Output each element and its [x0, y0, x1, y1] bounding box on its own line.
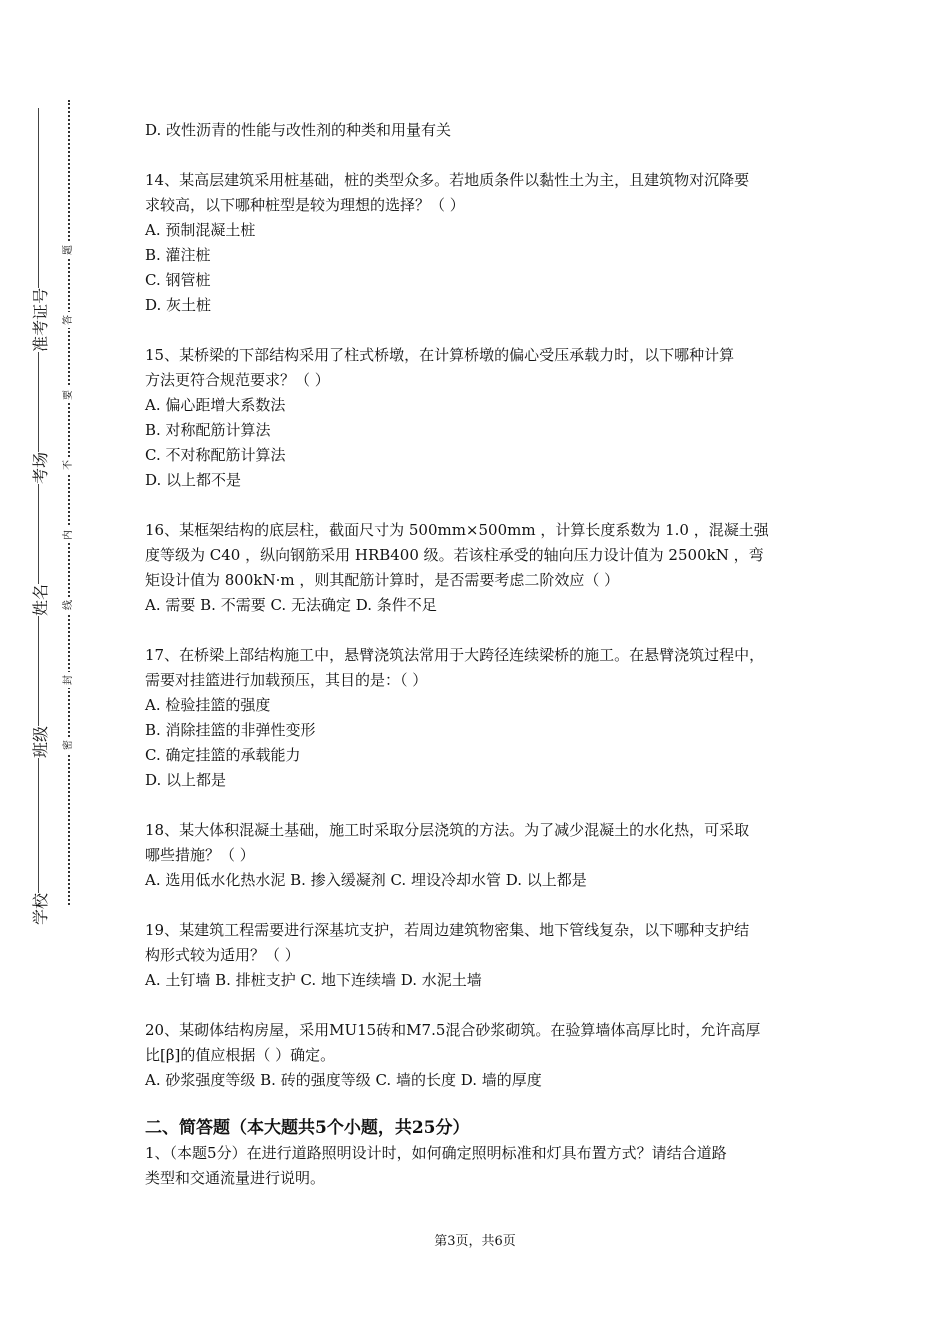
option-line: A. 偏心距增大系数法 — [145, 396, 286, 414]
question-14 — [145, 168, 825, 318]
option-line: A. 预制混凝土桩 — [145, 221, 256, 239]
question-text: 需要对挂篮进行加载预压，其目的是：（ ） — [145, 671, 428, 689]
question-19 — [145, 918, 825, 993]
question-15 — [145, 343, 825, 493]
field-class-label: 班级 — [30, 725, 50, 758]
option-line: A. 砂浆强度等级 B. 砖的强度等级 C. 墙的长度 D. 墙的厚度 — [145, 1071, 542, 1089]
option-line: A. 检验挂篮的强度 — [145, 696, 271, 714]
question-17 — [145, 643, 825, 793]
option-line: A. 选用低水化热水泥 B. 掺入缓凝剂 C. 埋设冷却水管 D. 以上都是 — [145, 871, 587, 889]
question-text: 求较高，以下哪种桩型是较为理想的选择？（ ） — [145, 196, 465, 214]
question-text: 构形式较为适用？（ ） — [145, 946, 300, 964]
question-20 — [145, 1018, 825, 1093]
option-line: D. 灰土桩 — [145, 296, 212, 314]
field-class-line — [24, 616, 39, 726]
field-school-line — [24, 758, 39, 893]
seal-char: 不 — [62, 457, 76, 473]
question-text: 14、某高层建筑采用桩基础，桩的类型众多。若地质条件以黏性土为主，且建筑物对沉降要 — [145, 171, 750, 189]
question-text: 17、在桥梁上部结构施工中，悬臂浇筑法常用于大跨径连续梁桥的施工。在悬臂浇筑过程中， — [145, 646, 765, 664]
question-text: 20、某砌体结构房屋，采用MU15砖和M7.5混合砂浆砌筑。在验算墙体高厚比时，允许高厚 — [145, 1021, 761, 1039]
seal-dotted-line — [68, 100, 70, 905]
question-text: 15、某桥梁的下部结构采用了柱式桥墩，在计算桥墩的偏心受压承载力时，以下哪种计算 — [145, 346, 735, 364]
question-text: 比[β]的值应根据（ ）确定。 — [145, 1046, 336, 1064]
option-line: A. 需要 B. 不需要 C. 无法确定 D. 条件不足 — [145, 596, 437, 614]
field-school-label: 学校 — [30, 892, 50, 925]
field-exam-id-line — [24, 108, 39, 288]
seal-char: 要 — [62, 387, 76, 403]
question-text: 方法更符合规范要求？（ ） — [145, 371, 330, 389]
option-line: C. 不对称配筋计算法 — [145, 446, 286, 464]
option-line: B. 消除挂篮的非弹性变形 — [145, 721, 316, 739]
seal-char: 内 — [62, 527, 76, 543]
option-line: B. 对称配筋计算法 — [145, 421, 271, 439]
field-room-line — [24, 352, 39, 452]
seal-char: 线 — [62, 597, 76, 613]
question-16 — [145, 518, 825, 618]
question-text: 19、某建筑工程需要进行深基坑支护，若周边建筑物密集、地下管线复杂，以下哪种支护结 — [145, 921, 750, 939]
option-line: D. 以上都不是 — [145, 471, 242, 489]
section-title: 二、简答题（本大题共5个小题，共25分） — [145, 1118, 470, 1138]
question-text: 1、（本题5分）在进行道路照明设计时，如何确定照明标准和灯具布置方式？请结合道路 — [145, 1144, 727, 1162]
exam-content — [145, 118, 825, 1191]
seal-char: 答 — [62, 312, 76, 328]
field-name-line — [24, 484, 39, 584]
question-text: 16、某框架结构的底层柱，截面尺寸为 500mm×500mm ，计算长度系数为 1.0 ，混凝土强 — [145, 521, 769, 539]
option-line: C. 钢管桩 — [145, 271, 211, 289]
option-line: D. 改性沥青的性能与改性剂的种类和用量有关 — [145, 121, 452, 139]
seal-char: 封 — [62, 672, 76, 688]
option-line: C. 确定挂篮的承载能力 — [145, 746, 301, 764]
field-exam-id-label: 准考证号 — [30, 287, 50, 352]
question-18 — [145, 818, 825, 893]
seal-char: 密 — [62, 737, 76, 753]
question-13-tail — [145, 118, 825, 143]
question-text: 哪些措施？（ ） — [145, 846, 255, 864]
option-line: A. 土钉墙 B. 排桩支护 C. 地下连续墙 D. 水泥土墙 — [145, 971, 482, 989]
page-number: 第3页，共6页 — [434, 1234, 516, 1249]
question-text: 类型和交通流量进行说明。 — [145, 1169, 326, 1187]
question-text: 矩设计值为 800kN·m ，则其配筋计算时，是否需要考虑二阶效应（ ） — [145, 571, 620, 589]
field-name-label: 姓名 — [30, 583, 50, 616]
seal-char: 题 — [62, 242, 76, 258]
question-text: 度等级为 C40 ，纵向钢筋采用 HRB400 级。若该柱承受的轴向压力设计值为 2500kN ，弯 — [145, 546, 764, 564]
field-room-label: 考场 — [30, 451, 50, 484]
binding-margin-fields — [24, 85, 54, 925]
option-line: B. 灌注桩 — [145, 246, 211, 264]
option-line: D. 以上都是 — [145, 771, 227, 789]
question-text: 18、某大体积混凝土基础，施工时采取分层浇筑的方法。为了减少混凝土的水化热，可采取 — [145, 821, 750, 839]
